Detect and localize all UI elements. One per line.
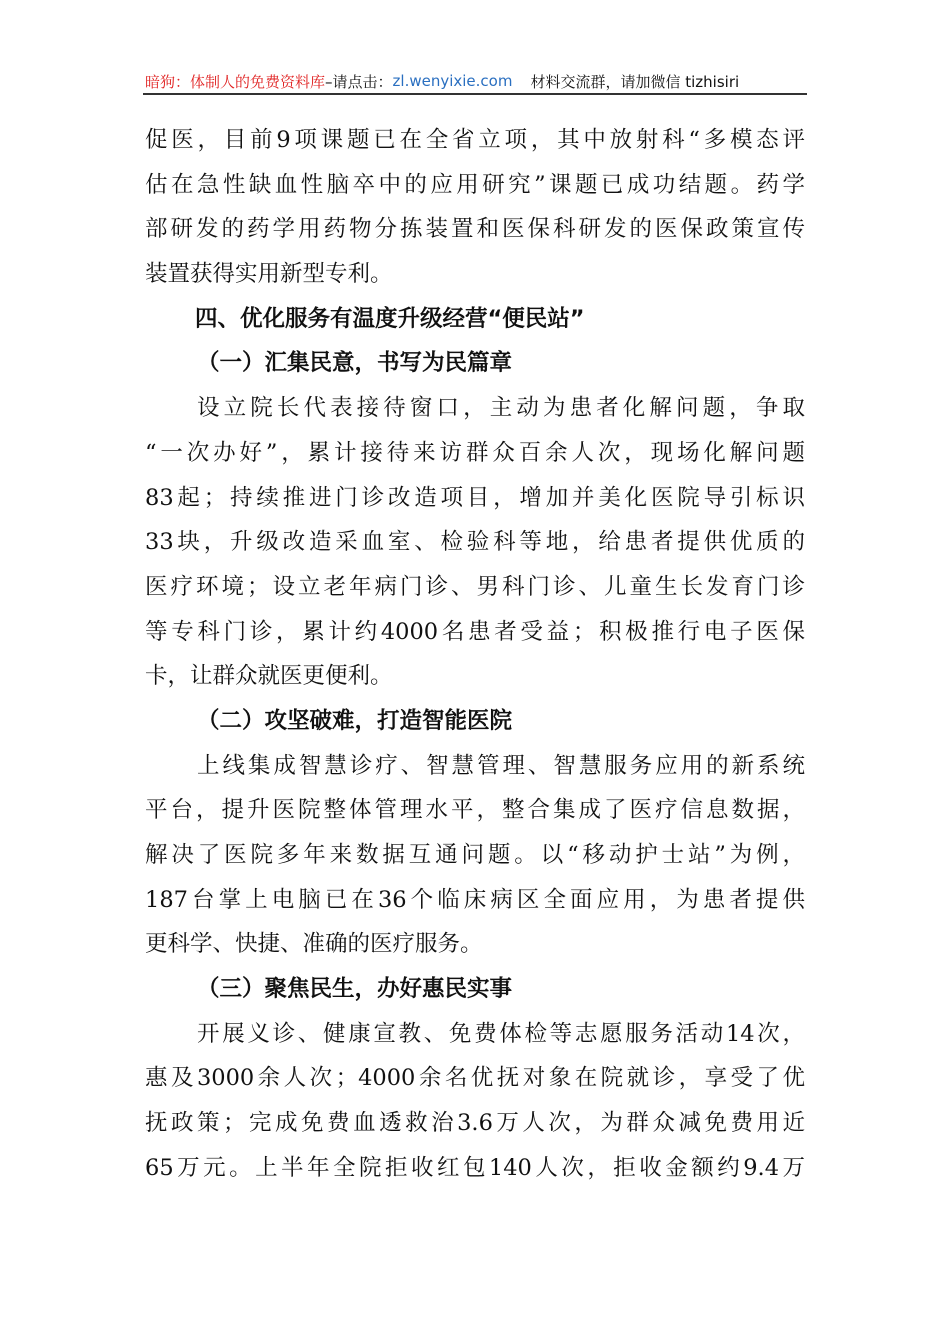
text-line: 估在急性缺血性脑卒中的应用研究”课题已成功结题。药学 [145,171,805,198]
text-line: 促医，目前9项课题已在全省立项，其中放射科“多模态评 [145,127,805,153]
text-line: 抚政策；完成免费血透救治3.6万人次，为群众减免费用近 [145,1110,805,1137]
text-line: “一次办好”，累计接待来访群众百余人次，现场化解问题 [145,439,805,466]
text-line: 187台掌上电脑已在36个临床病区全面应用，为患者提供 [145,886,805,913]
text-line: 上线集成智慧诊疗、智慧管理、智慧服务应用的新系统 [197,752,805,779]
text-line: 65万元。上半年全院拒收红包140人次，拒收金额约9.4万 [145,1154,805,1181]
text-line: 开展义诊、健康宣教、免费体检等志愿服务活动14次， [197,1020,805,1047]
subsection-heading: （二）攻坚破难，打造智能医院 [197,707,513,734]
document-body [145,118,805,1191]
text-line: 卡，让群众就医更便利。 [145,663,393,690]
text-line: 33块，升级改造采血室、检验科等地，给患者提供优质的 [145,529,805,556]
header-site-name: 暗狗：体制人的免费资料库 [145,72,326,91]
text-line: 平台，提升医院整体管理水平，整合集成了医疗信息数据， [145,797,805,824]
header-click-text: –请点击： [325,72,393,91]
section-heading: 四、优化服务有温度升级经营“便民站” [195,305,585,332]
header-divider [143,93,807,95]
header-group-text: 材料交流群，请加微信 tizhisiri [530,72,740,91]
text-line: 医疗环境；设立老年病门诊、男科门诊、儿童生长发育门诊 [145,573,805,600]
text-line: 部研发的药学用药物分拣装置和医保科研发的医保政策宣传 [145,216,805,243]
subsection-heading: （三）聚焦民生，办好惠民实事 [197,976,513,1003]
text-line: 装置获得实用新型专利。 [145,261,393,288]
text-line: 等专科门诊，累计约4000名患者受益；积极推行电子医保 [145,618,805,645]
text-line: 83起；持续推进门诊改造项目，增加并美化医院导引标识 [145,484,805,511]
page-header [145,70,805,92]
text-line: 设立院长代表接待窗口，主动为患者化解问题，争取 [197,395,805,422]
text-line: 更科学、快捷、准确的医疗服务。 [145,931,483,958]
subsection-heading: （一）汇集民意，书写为民篇章 [197,350,513,377]
text-line: 惠及3000余人次；4000余名优抚对象在院就诊，享受了优 [145,1065,805,1092]
text-line: 解决了医院多年来数据互通问题。以“移动护士站”为例， [145,842,805,868]
header-link[interactable]: zl.wenyixie.com [392,72,513,90]
